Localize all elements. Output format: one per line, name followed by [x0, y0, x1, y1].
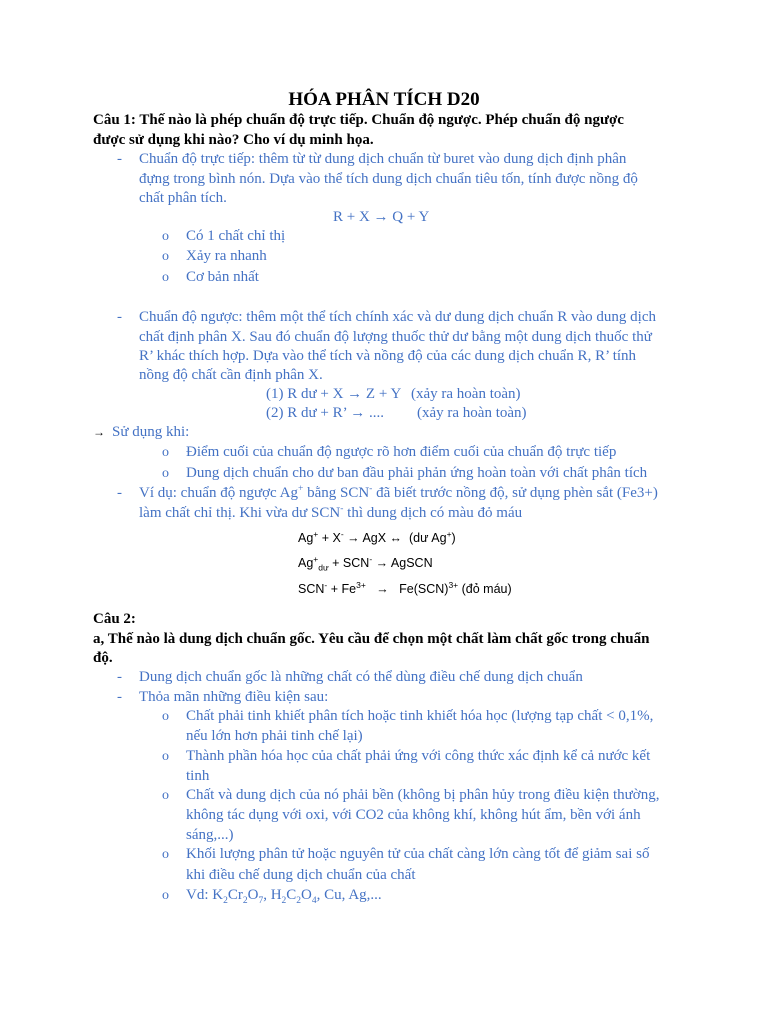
superscript: + — [313, 528, 319, 539]
q2-bullet-text: Dung dịch chuẩn gốc là những chất có thể dùng điều chế dung dịch chuẩn — [139, 669, 583, 685]
superscript: + — [446, 528, 452, 539]
subscript: dư — [318, 562, 329, 573]
eq-text: SCN — [298, 582, 325, 596]
q2-condition-item — [162, 707, 653, 726]
q2-condition-text: Chất phải tinh khiết phân tích hoặc tinh khiết hóa học (lượng tạp chất < 0,1%, — [186, 708, 654, 724]
dash-bullet: - — [117, 669, 122, 685]
usage-heading — [93, 423, 189, 442]
q2-heading-line: a, Thế nào là dung dịch chuẩn gốc. Yêu cầu để chọn một chất làm chất gốc trong chuẩn — [93, 631, 650, 647]
formula-text: Cr — [227, 887, 243, 903]
q2-condition-text: Thành phần hóa học của chất phải ứng với công thức xác định kể cả nước kết — [186, 748, 651, 764]
circle-bullet: o — [162, 229, 169, 244]
formula-text: Vd: K — [186, 887, 224, 903]
example-equation — [298, 580, 512, 598]
back-titration-text: R’ khác thích hợp. Dựa vào thể tích và nồng độ của các dung dịch chuẩn R, R’ tính — [139, 348, 637, 364]
back-titration-text: Chuẩn độ ngược: thêm một thể tích chính xác và dư dung dịch chuẩn R vào dung dịch — [139, 309, 657, 325]
formula-text: , H — [263, 887, 282, 903]
circle-bullet: o — [162, 249, 169, 264]
superscript: - — [324, 579, 328, 590]
superscript: 3+ — [448, 579, 459, 590]
back-titration-text: nồng độ chất cần định phân X. — [139, 367, 323, 383]
subscript: 4 — [311, 896, 317, 906]
usage-label: Sử dụng khi: — [112, 424, 190, 440]
back-titration-item — [117, 308, 656, 327]
q2-bullet-text: Thỏa mãn những điều kiện sau: — [139, 689, 329, 705]
page-title: HÓA PHÂN TÍCH D20 — [288, 89, 480, 110]
example-text: Ví dụ: chuẩn độ ngược Ag — [139, 485, 298, 501]
q2-condition-text: nếu lớn hơn phải tinh chế lại) — [186, 728, 363, 744]
back-reaction-note: (xảy ra hoàn toàn) — [417, 405, 527, 421]
usage-condition-item — [162, 464, 647, 483]
example-equation — [298, 529, 456, 547]
q1-heading-line: Câu 1: Thế nào là phép chuẩn độ trực tiếp. Chuẩn độ ngược. Phép chuẩn độ ngược — [93, 112, 624, 128]
eq-text: + Fe — [327, 582, 357, 596]
subscript: 2 — [242, 896, 248, 906]
eq-text: Ag — [298, 531, 314, 545]
eq-text: + X — [318, 531, 341, 545]
direct-titration-item — [117, 150, 626, 169]
direct-titration-text: đựng trong bình nón. Dựa vào thể tích dung dịch chuẩn tiêu tốn, tính được nồng độ — [139, 171, 638, 187]
circle-bullet: o — [162, 888, 169, 903]
direct-titration-text: Chuẩn độ trực tiếp: thêm từ từ dung dịch chuẩn từ buret vào dung dịch định phân — [139, 151, 627, 167]
back-titration-text: chất định phân X. Sau đó chuẩn độ lượng thuốc thử dư bằng một dung dịch thuốc thử — [139, 329, 652, 345]
example-item — [117, 484, 658, 503]
example-text: đã biết trước nồng độ, sử dụng phèn sắt (Fe3+) — [372, 485, 658, 501]
q1-heading-line: được sử dụng khi nào? Cho ví dụ minh họa. — [93, 132, 374, 148]
direct-titration-reaction: R + X → Q + Y — [333, 209, 430, 225]
superscript: + — [297, 484, 304, 494]
q2-label: Câu 2: — [93, 611, 136, 627]
example-text: bằng SCN — [303, 485, 370, 501]
formula-text: , Cu, Ag,... — [316, 887, 382, 903]
q2-condition-text: khi điều chế dung dịch chuẩn của chất — [186, 867, 416, 883]
eq-text: + SCN — [328, 556, 370, 570]
circle-bullet: o — [162, 445, 169, 460]
usage-condition-item — [162, 443, 616, 462]
subscript: 7 — [258, 896, 264, 906]
q2-condition-text: sáng,...) — [186, 827, 234, 843]
q2-condition-text: Khối lượng phân tử hoặc nguyên tử của chất càng lớn càng tốt để giảm sai số — [186, 846, 650, 862]
back-reaction-note: (xảy ra hoàn toàn) — [411, 386, 521, 402]
usage-condition-text: Điểm cuối của chuẩn độ ngược rõ hơn điểm cuối của chuẩn độ trực tiếp — [186, 444, 617, 460]
subscript: 2 — [281, 896, 287, 906]
q2-heading-line: độ. — [93, 650, 113, 666]
eq-text: (đỏ máu) — [458, 582, 512, 596]
q2-bullet-item — [117, 668, 583, 687]
q2-example-item — [162, 886, 382, 905]
direct-titration-text: chất phân tích. — [139, 190, 227, 206]
example-line — [139, 504, 522, 523]
back-reaction-equation: (1) R dư + X → Z + Y — [266, 386, 402, 402]
q2-bullet-item — [117, 688, 328, 707]
dash-bullet: - — [117, 485, 122, 501]
q2-condition-text: tinh — [186, 768, 210, 784]
direct-feature-text: Cơ bản nhất — [186, 269, 259, 285]
example-text: thì dung dịch có màu đỏ máu — [343, 505, 523, 521]
direct-feature-item — [162, 247, 267, 266]
q2-condition-item — [162, 747, 650, 766]
superscript: - — [369, 484, 373, 494]
dash-bullet: - — [117, 309, 122, 325]
q2-condition-item — [162, 845, 649, 864]
circle-bullet: o — [162, 709, 169, 724]
example-equation — [298, 554, 433, 572]
circle-bullet: o — [162, 466, 169, 481]
formula-text: C — [286, 887, 297, 903]
superscript: - — [340, 528, 344, 539]
circle-bullet: o — [162, 270, 169, 285]
formula-text: O — [247, 887, 259, 903]
dash-bullet: - — [117, 151, 122, 167]
direct-feature-text: Có 1 chất chỉ thị — [186, 228, 286, 244]
example-text: làm chất chỉ thị. Khi vừa dư SCN — [139, 505, 341, 521]
subscript: 2 — [223, 896, 228, 906]
formula-text: O — [301, 887, 312, 903]
eq-text: ) — [451, 531, 456, 545]
q2-condition-item — [162, 786, 659, 805]
superscript: - — [340, 504, 344, 514]
circle-bullet: o — [162, 788, 169, 803]
eq-text: → Fe(SCN) — [365, 582, 449, 596]
dash-bullet: - — [117, 689, 122, 705]
circle-bullet: o — [162, 749, 169, 764]
superscript: - — [369, 553, 373, 564]
superscript: + — [313, 553, 319, 564]
superscript: 3+ — [356, 579, 366, 590]
q2-condition-text: không tác dụng với oxi, với CO2 của không khí, không hút ẩm, bền với ánh — [186, 807, 641, 823]
eq-text: Ag — [298, 556, 314, 570]
subscript: 2 — [296, 896, 302, 906]
usage-condition-text: Dung dịch chuẩn cho dư ban đầu phải phản ứng hoàn toàn với chất phân tích — [186, 465, 648, 481]
direct-feature-item — [162, 268, 259, 287]
back-reaction-equation: (2) R dư + R’ → .... — [266, 405, 384, 421]
eq-text: → AgX ↔ (dư Ag — [343, 531, 447, 545]
arrow-symbol: → — [93, 425, 105, 439]
circle-bullet: o — [162, 847, 169, 862]
q2-condition-text: Chất và dung dịch của nó phải bền (không bị phân hủy trong điều kiện thường, — [186, 787, 660, 803]
eq-text: → AgSCN — [372, 556, 433, 570]
direct-feature-text: Xảy ra nhanh — [186, 248, 267, 264]
direct-feature-item — [162, 227, 285, 246]
